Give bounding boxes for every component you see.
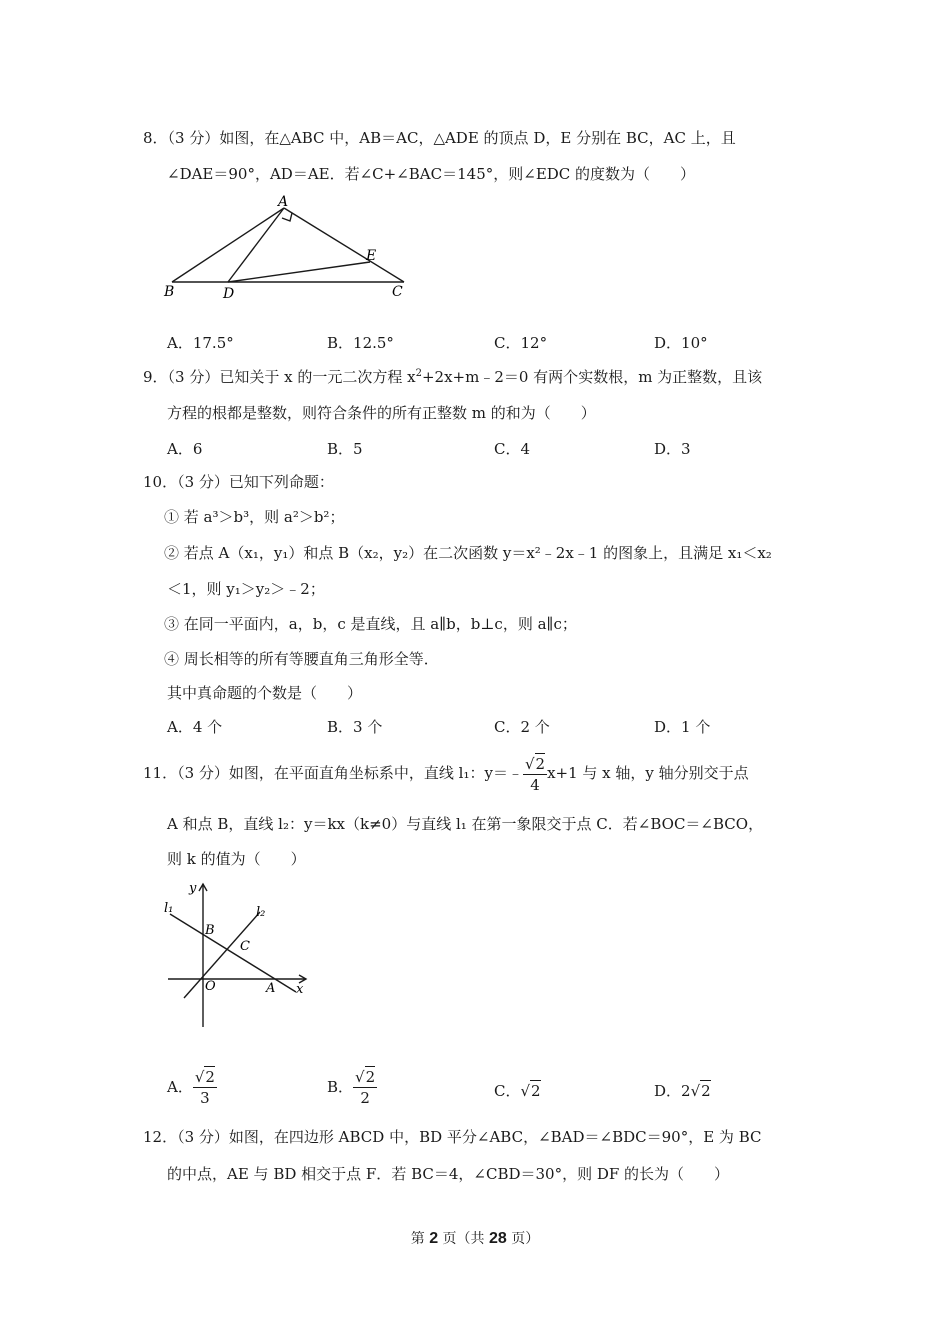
q11-stem-line1a: 如图，在平面直角坐标系中，直线 l₁：y＝﹣ xyxy=(228,764,523,782)
q11-label-B: B xyxy=(205,923,215,938)
q10-proposition-4: ④ 周长相等的所有等腰直角三角形全等． xyxy=(164,650,439,668)
q10-proposition-1: ① 若 a³＞b³，则 a²＞b²； xyxy=(164,508,345,526)
q11-stem-line2: A 和点 B，直线 l₂：y＝kx（k≠0）与直线 l₁ 在第一象限交于点 C．若∠BOC＝∠BCO， xyxy=(167,815,764,833)
q11-option-b[interactable]: B． $\frac{√2}{2}$ xyxy=(327,1068,376,1107)
q10-line1 xyxy=(143,472,334,492)
q9-option-c[interactable]: C．4 xyxy=(494,440,531,458)
q11-label-O: O xyxy=(205,979,216,994)
page-footer: 第 2 页（共 28 页） xyxy=(410,1230,540,1247)
q10-proposition-2-line2: ＜1，则 y₁＞y₂＞﹣2； xyxy=(167,580,325,598)
q11-stem-line3: 则 k 的值为（ ） xyxy=(167,850,306,868)
q11-option-a[interactable]: A． $\frac{√2}{3}$ xyxy=(167,1068,215,1107)
q11-score: （3 分） xyxy=(177,764,229,782)
q10-number: 10． xyxy=(143,473,178,491)
q11-figure xyxy=(160,872,310,1032)
q11-label-l2: l₂ xyxy=(256,905,266,920)
q11-option-c[interactable]: C．√2 xyxy=(494,1082,541,1100)
q8-label-E: E xyxy=(366,248,377,264)
q8-score: （3 分） xyxy=(167,129,220,147)
q12-score: （3 分） xyxy=(177,1128,229,1146)
q8-number: 8． xyxy=(143,129,168,147)
q8-label-A: A xyxy=(278,194,289,210)
q11-fraction: $\frac{√2}{4}$ xyxy=(524,755,546,794)
q10-option-c[interactable]: C．2 个 xyxy=(494,718,550,736)
q10-option-d[interactable]: D．1 个 xyxy=(654,718,711,736)
q8-option-b[interactable]: B．12.5° xyxy=(327,334,394,352)
q8-label-C: C xyxy=(392,284,403,300)
q8-label-D: D xyxy=(223,286,235,302)
q9-stem-line1b: +2x+m﹣2＝0 有两个实数根，m 为正整数，且该 xyxy=(421,368,763,386)
q10-proposition-2-line1: ② 若点 A（x₁，y₁）和点 B（x₂，y₂）在二次函数 y＝x²﹣2x﹣1 的图象上，且满足 x₁＜x₂ xyxy=(164,544,772,562)
q9-stem-line2: 方程的根都是整数，则符合条件的所有正整数 m 的和为（ ） xyxy=(167,404,596,422)
q10-score: （3 分） xyxy=(177,473,229,491)
q12-line1 xyxy=(143,1127,761,1147)
q9-option-b[interactable]: B．5 xyxy=(327,440,363,458)
q10-option-b[interactable]: B．3 个 xyxy=(327,718,383,736)
q11-option-d[interactable]: D．2√2 xyxy=(654,1082,711,1100)
q9-line1 xyxy=(143,367,762,387)
q9-exponent: 2 xyxy=(415,368,422,379)
q9-stem-line1a: 已知关于 x 的一元二次方程 x xyxy=(219,368,416,386)
q8-option-d[interactable]: D．10° xyxy=(654,334,708,352)
q10-intro: 已知下列命题： xyxy=(228,473,334,491)
q9-score: （3 分） xyxy=(167,368,220,386)
current-page: 2 xyxy=(429,1230,439,1247)
q11-line1 xyxy=(143,748,749,798)
q8-figure xyxy=(160,192,420,302)
q12-stem-line2: 的中点，AE 与 BD 相交于点 F．若 BC＝4，∠CBD＝30°，则 DF 的长为（ ） xyxy=(167,1165,730,1183)
q8-stem-line1: 如图，在△ABC 中，AB＝AC，△ADE 的顶点 D，E 分别在 BC，AC 上，且 xyxy=(219,129,736,147)
q11-label-y: y xyxy=(189,881,197,896)
q11-label-x: x xyxy=(296,982,304,997)
q8-line1 xyxy=(143,128,736,148)
q10-proposition-3: ③ 在同一平面内，a，b，c 是直线，且 a∥b，b⊥c，则 a∥c； xyxy=(164,615,577,633)
q8-option-a[interactable]: A．17.5° xyxy=(167,334,234,352)
q9-number: 9． xyxy=(143,368,168,386)
q10-question: 其中真命题的个数是（ ） xyxy=(167,684,363,702)
q11-fraction-numerator: 2 xyxy=(535,755,546,773)
total-pages: 28 xyxy=(489,1230,507,1247)
q11-fraction-denominator: 4 xyxy=(530,776,540,794)
q11-stem-line1b: x+1 与 x 轴，y 轴分别交于点 xyxy=(547,764,749,782)
q12-number: 12． xyxy=(143,1128,178,1146)
q11-label-C: C xyxy=(240,939,250,954)
q11-number: 11． xyxy=(143,764,178,782)
q8-label-B: B xyxy=(164,284,175,300)
q12-stem-line1: 如图，在四边形 ABCD 中，BD 平分∠ABC，∠BAD＝∠BDC＝90°，E 为 BC xyxy=(228,1128,762,1146)
q10-option-a[interactable]: A．4 个 xyxy=(167,718,223,736)
q8-stem-line2: ∠DAE＝90°，AD＝AE．若∠C+∠BAC＝145°，则∠EDC 的度数为（ ） xyxy=(167,165,696,183)
q11-label-l1: l₁ xyxy=(164,901,174,916)
q9-option-a[interactable]: A．6 xyxy=(167,440,203,458)
q9-option-d[interactable]: D．3 xyxy=(654,440,691,458)
q8-option-c[interactable]: C．12° xyxy=(494,334,548,352)
q11-label-A: A xyxy=(266,981,276,996)
